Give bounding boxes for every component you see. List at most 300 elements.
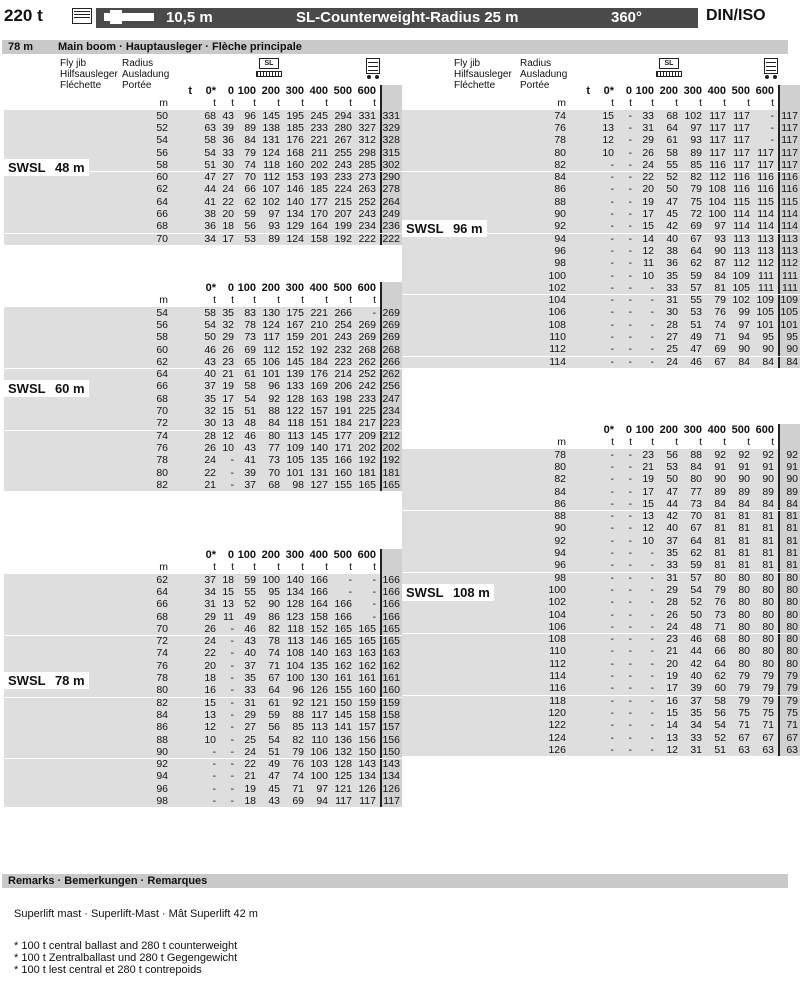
capacity-cell: 105 [780,306,798,319]
capacity-cell: 54 [268,733,280,746]
capacity-cell: - [650,596,654,609]
capacity-cell: 140 [286,573,304,586]
capacity-cell: 202 [358,441,376,454]
capacity-cell: 38 [204,208,216,220]
capacity-cell: 51 [690,318,702,331]
capacity-cell: - [230,770,234,783]
radius-cell: 98 [156,795,168,807]
capacity-cell: 10 [602,146,614,159]
capacity-cell: 115 [781,195,798,208]
capacity-cell: 20 [204,659,216,672]
capacity-cell: - [610,522,614,535]
capacity-cell: 191 [334,405,352,417]
capacity-cell: 79 [786,694,798,707]
capacity-cell: 269 [358,331,376,344]
capacity-cell: 80 [786,596,798,609]
capacity-cell: 64 [690,534,702,547]
capacity-cell: - [610,670,614,682]
table-row [514,319,804,331]
table-row [116,746,406,758]
capacity-cell: 59 [244,208,256,220]
unit-cell: t [325,561,328,574]
capacity-cell: 117 [733,134,750,147]
capacity-cell: 62 [244,195,256,208]
capacity-cell: - [650,355,654,368]
capacity-cell: 221 [310,134,328,147]
capacity-cell: 109 [286,441,304,454]
capacity-cell: - [650,571,654,584]
capacity-cell: - [610,294,614,307]
capacity-cell: 15 [642,497,654,510]
unit-cell: t [675,436,678,449]
capacity-cell: 40 [204,368,216,381]
capacity-cell: - [610,318,614,331]
unit-cell: t [747,97,750,110]
capacity-cell: 80 [762,608,774,621]
radius-cell: 76 [554,121,566,134]
capacity-cell: 209 [358,429,376,442]
capacity-cell: - [650,743,654,756]
capacity-cell: 162 [358,659,376,672]
capacity-cell: 90 [738,343,750,356]
capacity-cell: 76 [714,596,726,609]
capacity-cell: 50 [690,608,702,621]
radius-cell: 58 [156,331,168,344]
capacity-cell: 37 [244,659,256,672]
capacity-cell: 109 [780,294,798,307]
capacity-cell: 136 [334,733,352,746]
capacity-cell: - [610,608,614,621]
radius-cell: 62 [156,355,168,368]
unit-cell: t [723,97,726,110]
capacity-cell: 79 [244,146,256,159]
capacity-cell: 84 [738,355,750,368]
capacity-cell: - [628,534,632,547]
capacity-cell: 24 [222,183,234,196]
capacity-cell: 89 [714,485,726,498]
column-header: 0* [603,85,614,97]
capacity-cell: 71 [292,782,304,795]
capacity-cell: 18 [222,573,234,586]
fly-jib-label [4,380,89,397]
unit-cell: t [277,97,280,110]
capacity-cell: 234 [358,220,376,233]
column-header: 0 [227,549,234,561]
capacity-cell: 101 [262,368,280,381]
capacity-cell: 117 [709,146,726,159]
capacity-cell: 192 [382,454,400,467]
capacity-cell: 222 [358,232,376,245]
capacity-cell: 233 [310,121,328,134]
capacity-cell: 25 [244,733,256,746]
radius-cell: 54 [156,306,168,319]
capacity-cell: 185 [310,183,328,196]
table-row [514,159,804,171]
capacity-cell: 111 [758,269,774,282]
table-row [514,547,804,559]
capacity-cell: 84 [762,355,774,368]
unit-cell: t [301,294,304,307]
radius-cell: 112 [549,657,566,670]
capacity-cell: 15 [666,706,678,719]
capacity-cell: - [628,547,632,559]
capacity-cell: 37 [690,694,702,707]
capacity-cell: 79 [714,583,726,596]
capacity-cell: 146 [310,635,328,648]
capacity-cell: 81 [714,534,726,547]
capacity-cell: 86 [268,610,280,623]
capacity-cell: 74 [268,647,280,660]
radius-cell: 96 [554,244,566,257]
fly-jib-fr: Fléchette [60,80,102,91]
capacity-cell: 80 [762,633,774,646]
capacity-cell: 52 [244,598,256,611]
capacity-cell: 161 [334,672,352,684]
unit-cell: t [651,436,654,449]
capacity-cell: - [650,670,654,682]
capacity-cell: 81 [786,534,798,547]
capacity-cell: 67 [690,522,702,535]
capacity-cell: 223 [334,355,352,368]
column-header: 200 [659,424,678,436]
column-header: 100 [635,424,654,436]
capacity-cell: 135 [310,454,328,467]
capacity-cell: 88 [268,405,280,417]
radius-cell: 54 [156,134,168,147]
table-row [116,159,406,171]
column-header-row [514,85,804,97]
capacity-cell: 49 [268,758,280,771]
capacity-cell: 164 [310,220,328,233]
radius-cell: 64 [156,195,168,208]
capacity-cell: 106 [262,355,280,368]
radius-cell: 68 [156,610,168,623]
capacity-cell: 81 [714,510,726,523]
table-row [514,294,804,306]
capacity-cell: 51 [714,743,726,756]
table-row [514,719,804,731]
capacity-cell: 90 [268,598,280,611]
capacity-cell: 46 [690,633,702,646]
capacity-cell: - [650,608,654,621]
capacity-cell: 32 [204,405,216,417]
capacity-cell: 126 [310,684,328,697]
column-header: 400 [309,282,328,294]
capacity-cell: 116 [757,171,774,184]
capacity-cell: 162 [334,659,352,672]
capacity-cell: 134 [382,770,400,783]
capacity-cell: 84 [268,417,280,430]
capacity-cell: 130 [262,306,280,319]
capacity-cell: 25 [666,343,678,356]
capacity-cell: 167 [286,318,304,331]
capacity-cell: 165 [358,622,376,635]
radius-cell: 82 [156,478,168,491]
capacity-cell: 82 [690,171,702,184]
capacity-cell: 165 [358,478,376,491]
capacity-cell: 29 [666,583,678,596]
column-header: 100 [237,549,256,561]
capacity-cell: 184 [334,417,352,430]
radius-cell: 112 [549,343,566,356]
capacity-cell: 100 [310,770,328,783]
capacity-cell: 23 [642,448,654,461]
capacity-cell: 280 [334,121,352,134]
capacity-cell: - [610,596,614,609]
capacity-cell: 159 [286,331,304,344]
capacity-cell: 68 [714,633,726,646]
radius-cell: 70 [156,622,168,635]
capacity-cell: 10 [642,269,654,282]
capacity-cell: 115 [757,195,774,208]
capacity-cell: 61 [666,134,678,147]
unit-cell: t [747,436,750,449]
capacity-cell: 71 [738,719,750,732]
table-row [514,633,804,645]
unit-t-label: t [188,85,192,97]
capacity-cell: 12 [602,134,614,147]
capacity-cell: 116 [781,183,798,196]
table-row [514,306,804,318]
capacity-cell: 39 [690,682,702,695]
unit-cell: t [373,294,376,307]
capacity-cell: 100 [708,208,726,220]
capacity-cell: - [650,547,654,559]
capacity-cell: 47 [690,343,702,356]
capacity-cell: 51 [244,405,256,417]
capacity-cell: 74 [244,158,256,171]
capacity-cell: 48 [690,620,702,633]
capacity-cell: - [628,510,632,523]
capacity-cell: 35 [222,306,234,319]
capacity-cell: 19 [642,195,654,208]
capacity-cell: 113 [733,244,750,257]
capacity-cell: - [650,318,654,331]
radius-cell: 56 [156,318,168,331]
capacity-cell: - [628,608,632,621]
capacity-cell: 80 [786,633,798,646]
capacity-cell: 109 [732,269,750,282]
capacity-cell: - [628,306,632,319]
unit-cell: t [231,561,234,574]
capacity-cell: 160 [286,158,304,171]
radius-cell: 58 [156,158,168,171]
capacity-cell: - [628,460,632,473]
capacity-cell: - [628,208,632,220]
capacity-cell: 52 [690,596,702,609]
capacity-cell: 157 [358,721,376,734]
capacity-cell: 54 [714,719,726,732]
unit-cell: t [325,294,328,307]
column-header: 0 [227,85,234,97]
column-header: 0* [205,549,216,561]
unit-cell: t [651,97,654,110]
capacity-cell: 69 [244,343,256,356]
capacity-cell: 78 [268,635,280,648]
capacity-cell: 233 [358,392,376,405]
capacity-cell: 113 [311,721,328,734]
capacity-cell: 42 [666,220,678,233]
capacity-cell: - [628,257,632,270]
capacity-cell: - [230,782,234,795]
capacity-cell: 177 [334,429,352,442]
capacity-cell: 34 [204,232,216,245]
capacity-cell: 117 [383,795,400,807]
fly-jib-labels-right [454,58,512,91]
capacity-cell: 80 [762,657,774,670]
unit-cell: t [349,294,352,307]
capacity-cell: - [628,473,632,486]
table-row [116,684,406,696]
column-header: 500 [333,282,352,294]
capacity-cell: 165 [382,635,400,648]
table-row [514,282,804,294]
capacity-cell: 95 [762,331,774,343]
capacity-cell: 39 [222,121,234,134]
capacity-cell: - [650,694,654,707]
capacity-cell: 66 [244,183,256,196]
capacity-cell: 116 [733,183,750,196]
column-header: 400 [309,85,328,97]
column-header: 0* [205,282,216,294]
capacity-cell: 10 [642,534,654,547]
capacity-cell: 55 [690,294,702,307]
table-row [514,535,804,547]
capacity-cell: 268 [382,343,400,356]
capacity-cell: 252 [358,195,376,208]
capacity-cell: 90 [714,473,726,486]
capacity-cell: 315 [382,146,400,159]
capacity-cell: 269 [382,306,400,319]
capacity-cell: 112 [263,171,280,184]
capacity-cell: 81 [714,522,726,535]
radius-cell: 80 [554,146,566,159]
capacity-cell: 122 [286,405,304,417]
capacity-cell: 90 [786,473,798,486]
capacity-cell: 156 [358,733,376,746]
radius-fr: Portée [520,80,550,91]
table-row [116,672,406,684]
table-row [116,208,406,220]
radius-cell: 70 [156,232,168,245]
capacity-cell: 84 [714,497,726,510]
capacity-cell: - [628,109,632,122]
capacity-cell: 87 [714,257,726,270]
capacity-cell: 81 [762,534,774,547]
table-row [514,134,804,146]
capacity-cell: 17 [642,485,654,498]
capacity-cell: 35 [204,392,216,405]
table-row [116,307,406,319]
capacity-cell: - [650,706,654,719]
table-row [116,635,406,647]
capacity-cell: - [610,657,614,670]
capacity-cell: 262 [382,368,400,381]
radius-cell: 124 [548,731,566,744]
capacity-cell: - [610,220,614,233]
capacity-cell: 97 [690,121,702,134]
capacity-cell: - [628,220,632,233]
capacity-cell: 153 [286,171,304,184]
capacity-cell: - [610,244,614,257]
capacity-cell: 117 [733,109,750,122]
capacity-cell: 130 [310,672,328,684]
capacity-cell: 36 [666,257,678,270]
capacity-cell: 89 [738,485,750,498]
capacity-cell: 126 [358,782,376,795]
capacity-cell: 243 [358,208,376,220]
capacity-cell: 331 [358,109,376,122]
capacity-cell: 113 [781,232,798,245]
capacity-cell: 64 [690,244,702,257]
capacity-cell: 31 [204,598,216,611]
capacity-cell: 23 [666,633,678,646]
capacity-cell: 225 [358,405,376,417]
capacity-cell: 71 [714,620,726,633]
capacity-cell: 103 [310,758,328,771]
radius-cell: 86 [554,183,566,196]
table-row [116,611,406,623]
unit-cell: m [159,561,168,574]
capacity-cell: 92 [714,448,726,461]
capacity-cell: 42 [666,510,678,523]
capacity-cell: 79 [738,682,750,695]
table-row [116,393,406,405]
capacity-cell: 44 [204,183,216,196]
counterweight-icon [764,58,780,80]
capacity-cell: 243 [334,158,352,171]
column-header: 300 [683,424,702,436]
capacity-cell: 95 [268,585,280,598]
capacity-cell: 45 [268,782,280,795]
capacity-cell: 117 [359,795,376,807]
radius-cell: 82 [554,158,566,171]
capacity-cell: 81 [738,534,750,547]
capacity-cell: 15 [222,585,234,598]
fly-jib-length: 108 m [452,584,490,600]
table-row [116,795,406,807]
table-row [514,473,804,485]
capacity-cell: 97 [738,318,750,331]
capacity-cell: 35 [666,269,678,282]
capacity-cell: 331 [382,109,400,122]
capacity-cell: - [628,195,632,208]
table-row [116,380,406,392]
capacity-cell: 82 [292,733,304,746]
capacity-cell: 33 [244,684,256,697]
capacity-cell: 117 [781,109,798,122]
radius-cell: 86 [554,497,566,510]
capacity-cell: 80 [762,620,774,633]
radius-cell: 60 [156,171,168,184]
capacity-cell: - [610,158,614,171]
capacity-cell: 117 [733,121,750,134]
radius-cell: 92 [156,758,168,771]
capacity-cell: 14 [642,232,654,245]
capacity-cell: 69 [690,220,702,233]
capacity-cell: - [628,355,632,368]
column-header: 200 [261,282,280,294]
capacity-cell: 74 [714,318,726,331]
capacity-cell: 256 [382,380,400,393]
unit-cell: t [629,436,632,449]
capacity-cell: 18 [222,220,234,233]
capacity-cell: 92 [292,696,304,709]
capacity-cell: 52 [666,171,678,184]
capacity-cell: - [230,622,234,635]
capacity-cell: 80 [714,571,726,584]
capacity-cell: 150 [358,745,376,758]
